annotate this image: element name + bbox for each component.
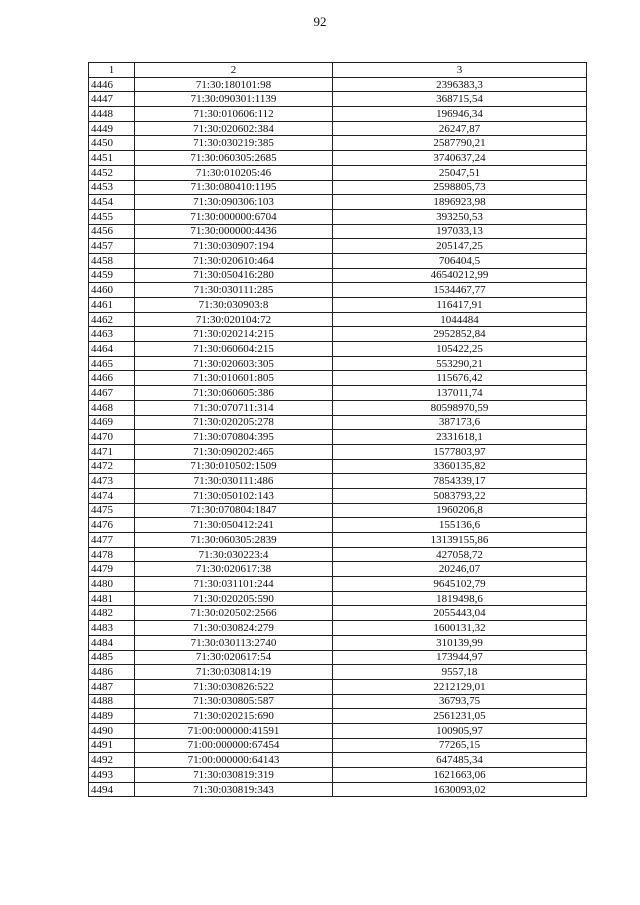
row-number: 4490 — [89, 723, 135, 738]
cadastral-value: 7854339,17 — [333, 474, 587, 489]
table-row — [89, 753, 587, 768]
table-row — [89, 650, 587, 665]
table-row — [89, 606, 587, 621]
cadastral-value: 647485,34 — [333, 753, 587, 768]
cadastral-value: 1819498,6 — [333, 591, 587, 606]
cadastral-number: 71:00:000000:41591 — [135, 723, 333, 738]
cadastral-number: 71:30:050102:143 — [135, 488, 333, 503]
cadastral-number: 71:30:030907:194 — [135, 239, 333, 254]
cadastral-value: 25047,51 — [333, 165, 587, 180]
cadastral-value: 2212129,01 — [333, 679, 587, 694]
column-header-3: 3 — [333, 63, 587, 78]
cadastral-value: 9645102,79 — [333, 577, 587, 592]
table-row — [89, 621, 587, 636]
cadastral-number: 71:30:020610:464 — [135, 253, 333, 268]
cadastral-number: 71:30:020215:690 — [135, 709, 333, 724]
table-row — [89, 679, 587, 694]
table-row — [89, 430, 587, 445]
cadastral-value: 2561231,05 — [333, 709, 587, 724]
table-row — [89, 165, 587, 180]
table-row — [89, 518, 587, 533]
cadastral-number: 71:30:000000:4436 — [135, 224, 333, 239]
row-number: 4477 — [89, 533, 135, 548]
cadastral-value: 1044484 — [333, 312, 587, 327]
cadastral-number: 71:30:030819:319 — [135, 768, 333, 783]
row-number: 4451 — [89, 151, 135, 166]
cadastral-number: 71:30:010606:112 — [135, 107, 333, 122]
row-number: 4454 — [89, 195, 135, 210]
row-number: 4467 — [89, 386, 135, 401]
cadastral-number: 71:30:070711:314 — [135, 400, 333, 415]
cadastral-value: 310139,99 — [333, 635, 587, 650]
cadastral-value: 1960206,8 — [333, 503, 587, 518]
row-number: 4462 — [89, 312, 135, 327]
row-number: 4473 — [89, 474, 135, 489]
cadastral-value: 26247,87 — [333, 121, 587, 136]
cadastral-number: 71:30:030113:2740 — [135, 635, 333, 650]
table-row — [89, 768, 587, 783]
table-row — [89, 342, 587, 357]
table-header-row — [89, 63, 587, 78]
table-row — [89, 268, 587, 283]
cadastral-number: 71:30:020502:2566 — [135, 606, 333, 621]
cadastral-number: 71:30:020205:278 — [135, 415, 333, 430]
table-row — [89, 562, 587, 577]
table-row — [89, 209, 587, 224]
table-row — [89, 195, 587, 210]
row-number: 4463 — [89, 327, 135, 342]
cadastral-number: 71:30:030903:8 — [135, 298, 333, 313]
table-row — [89, 459, 587, 474]
cadastral-value: 2598805,73 — [333, 180, 587, 195]
table-row — [89, 312, 587, 327]
cadastral-value: 80598970,59 — [333, 400, 587, 415]
table-row — [89, 709, 587, 724]
row-number: 4464 — [89, 342, 135, 357]
table-row — [89, 77, 587, 92]
table-row — [89, 327, 587, 342]
cadastral-value-table — [88, 62, 587, 797]
cadastral-number: 71:30:020603:305 — [135, 356, 333, 371]
cadastral-value: 368715,54 — [333, 92, 587, 107]
cadastral-value: 393250,53 — [333, 209, 587, 224]
cadastral-value: 1600131,32 — [333, 621, 587, 636]
table-row — [89, 577, 587, 592]
table-row — [89, 665, 587, 680]
cadastral-number: 71:30:180101:98 — [135, 77, 333, 92]
cadastral-number: 71:30:020104:72 — [135, 312, 333, 327]
cadastral-value: 1896923,98 — [333, 195, 587, 210]
cadastral-value: 137011,74 — [333, 386, 587, 401]
table-row — [89, 253, 587, 268]
cadastral-number: 71:30:031101:244 — [135, 577, 333, 592]
table-row — [89, 136, 587, 151]
cadastral-value: 9557,18 — [333, 665, 587, 680]
cadastral-number: 71:00:000000:67454 — [135, 738, 333, 753]
cadastral-value: 2331618,1 — [333, 430, 587, 445]
cadastral-number: 71:30:000000:6704 — [135, 209, 333, 224]
cadastral-number: 71:30:010205:46 — [135, 165, 333, 180]
table-row — [89, 151, 587, 166]
cadastral-value: 46540212,99 — [333, 268, 587, 283]
cadastral-value: 77265,15 — [333, 738, 587, 753]
table-row — [89, 180, 587, 195]
cadastral-number: 71:30:060305:2685 — [135, 151, 333, 166]
row-number: 4480 — [89, 577, 135, 592]
cadastral-number: 71:30:030814:19 — [135, 665, 333, 680]
cadastral-number: 71:30:010502:1509 — [135, 459, 333, 474]
table-row — [89, 386, 587, 401]
row-number: 4448 — [89, 107, 135, 122]
cadastral-value: 427058,72 — [333, 547, 587, 562]
row-number: 4486 — [89, 665, 135, 680]
cadastral-value: 116417,91 — [333, 298, 587, 313]
cadastral-value: 205147,25 — [333, 239, 587, 254]
row-number: 4461 — [89, 298, 135, 313]
row-number: 4465 — [89, 356, 135, 371]
table-row — [89, 371, 587, 386]
cadastral-number: 71:30:060605:386 — [135, 386, 333, 401]
cadastral-number: 71:30:030111:486 — [135, 474, 333, 489]
column-header-1: 1 — [89, 63, 135, 78]
row-number: 4456 — [89, 224, 135, 239]
cadastral-number: 71:30:010601:805 — [135, 371, 333, 386]
table-row — [89, 239, 587, 254]
cadastral-number: 71:30:060305:2839 — [135, 533, 333, 548]
row-number: 4460 — [89, 283, 135, 298]
cadastral-number: 71:30:030805:587 — [135, 694, 333, 709]
cadastral-number: 71:30:030111:285 — [135, 283, 333, 298]
table-row — [89, 723, 587, 738]
row-number: 4458 — [89, 253, 135, 268]
cadastral-number: 71:30:030824:279 — [135, 621, 333, 636]
table-row — [89, 356, 587, 371]
cadastral-number: 71:30:080410:1195 — [135, 180, 333, 195]
cadastral-number: 71:30:020602:384 — [135, 121, 333, 136]
column-header-2: 2 — [135, 63, 333, 78]
cadastral-number: 71:30:090301:1139 — [135, 92, 333, 107]
cadastral-value: 2587790,21 — [333, 136, 587, 151]
table-row — [89, 503, 587, 518]
table-row — [89, 415, 587, 430]
row-number: 4489 — [89, 709, 135, 724]
table-row — [89, 400, 587, 415]
cadastral-number: 71:30:020617:54 — [135, 650, 333, 665]
row-number: 4478 — [89, 547, 135, 562]
cadastral-value: 1630093,02 — [333, 782, 587, 797]
table-row — [89, 444, 587, 459]
cadastral-value: 2055443,04 — [333, 606, 587, 621]
row-number: 4475 — [89, 503, 135, 518]
cadastral-value: 36793,75 — [333, 694, 587, 709]
row-number: 4485 — [89, 650, 135, 665]
cadastral-value: 1621663,06 — [333, 768, 587, 783]
row-number: 4466 — [89, 371, 135, 386]
cadastral-value: 553290,21 — [333, 356, 587, 371]
cadastral-value: 155136,6 — [333, 518, 587, 533]
row-number: 4484 — [89, 635, 135, 650]
row-number: 4488 — [89, 694, 135, 709]
cadastral-number: 71:30:020617:38 — [135, 562, 333, 577]
row-number: 4482 — [89, 606, 135, 621]
cadastral-number: 71:30:090306:103 — [135, 195, 333, 210]
table-row — [89, 782, 587, 797]
row-number: 4470 — [89, 430, 135, 445]
cadastral-value: 387173,6 — [333, 415, 587, 430]
table-row — [89, 738, 587, 753]
cadastral-value: 5083793,22 — [333, 488, 587, 503]
row-number: 4487 — [89, 679, 135, 694]
table-row — [89, 107, 587, 122]
cadastral-value: 173944,97 — [333, 650, 587, 665]
row-number: 4468 — [89, 400, 135, 415]
cadastral-number: 71:00:000000:64143 — [135, 753, 333, 768]
row-number: 4491 — [89, 738, 135, 753]
row-number: 4493 — [89, 768, 135, 783]
row-number: 4450 — [89, 136, 135, 151]
cadastral-number: 71:30:030219:385 — [135, 136, 333, 151]
table-row — [89, 283, 587, 298]
row-number: 4481 — [89, 591, 135, 606]
row-number: 4457 — [89, 239, 135, 254]
cadastral-value: 706404,5 — [333, 253, 587, 268]
cadastral-number: 71:30:070804:395 — [135, 430, 333, 445]
row-number: 4479 — [89, 562, 135, 577]
cadastral-value: 115676,42 — [333, 371, 587, 386]
cadastral-value: 2396383,3 — [333, 77, 587, 92]
cadastral-value: 196946,34 — [333, 107, 587, 122]
row-number: 4474 — [89, 488, 135, 503]
table-row — [89, 547, 587, 562]
row-number: 4476 — [89, 518, 135, 533]
table-row — [89, 121, 587, 136]
cadastral-number: 71:30:030826:522 — [135, 679, 333, 694]
table-row — [89, 92, 587, 107]
row-number: 4492 — [89, 753, 135, 768]
row-number: 4494 — [89, 782, 135, 797]
table-row — [89, 488, 587, 503]
table-row — [89, 224, 587, 239]
cadastral-value: 3360135,82 — [333, 459, 587, 474]
cadastral-value: 1534467,77 — [333, 283, 587, 298]
table-row — [89, 298, 587, 313]
cadastral-value: 3740637,24 — [333, 151, 587, 166]
cadastral-number: 71:30:030223:4 — [135, 547, 333, 562]
cadastral-number: 71:30:050412:241 — [135, 518, 333, 533]
table-row — [89, 694, 587, 709]
cadastral-value: 2952852,84 — [333, 327, 587, 342]
cadastral-value: 100905,97 — [333, 723, 587, 738]
cadastral-number: 71:30:020205:590 — [135, 591, 333, 606]
cadastral-value: 105422,25 — [333, 342, 587, 357]
row-number: 4471 — [89, 444, 135, 459]
cadastral-number: 71:30:070804:1847 — [135, 503, 333, 518]
row-number: 4453 — [89, 180, 135, 195]
table-row — [89, 591, 587, 606]
cadastral-value: 197033,13 — [333, 224, 587, 239]
cadastral-number: 71:30:030819:343 — [135, 782, 333, 797]
page-number: 92 — [313, 14, 327, 29]
table-row — [89, 533, 587, 548]
row-number: 4449 — [89, 121, 135, 136]
cadastral-value: 1577803,97 — [333, 444, 587, 459]
row-number: 4459 — [89, 268, 135, 283]
row-number: 4452 — [89, 165, 135, 180]
table-row — [89, 635, 587, 650]
cadastral-value: 13139155,86 — [333, 533, 587, 548]
row-number: 4446 — [89, 77, 135, 92]
table-row — [89, 474, 587, 489]
row-number: 4455 — [89, 209, 135, 224]
cadastral-number: 71:30:050416:280 — [135, 268, 333, 283]
cadastral-number: 71:30:090202:465 — [135, 444, 333, 459]
row-number: 4469 — [89, 415, 135, 430]
row-number: 4483 — [89, 621, 135, 636]
cadastral-number: 71:30:060604:215 — [135, 342, 333, 357]
cadastral-value: 20246,07 — [333, 562, 587, 577]
table-body — [89, 77, 587, 797]
cadastral-number: 71:30:020214:215 — [135, 327, 333, 342]
row-number: 4472 — [89, 459, 135, 474]
row-number: 4447 — [89, 92, 135, 107]
